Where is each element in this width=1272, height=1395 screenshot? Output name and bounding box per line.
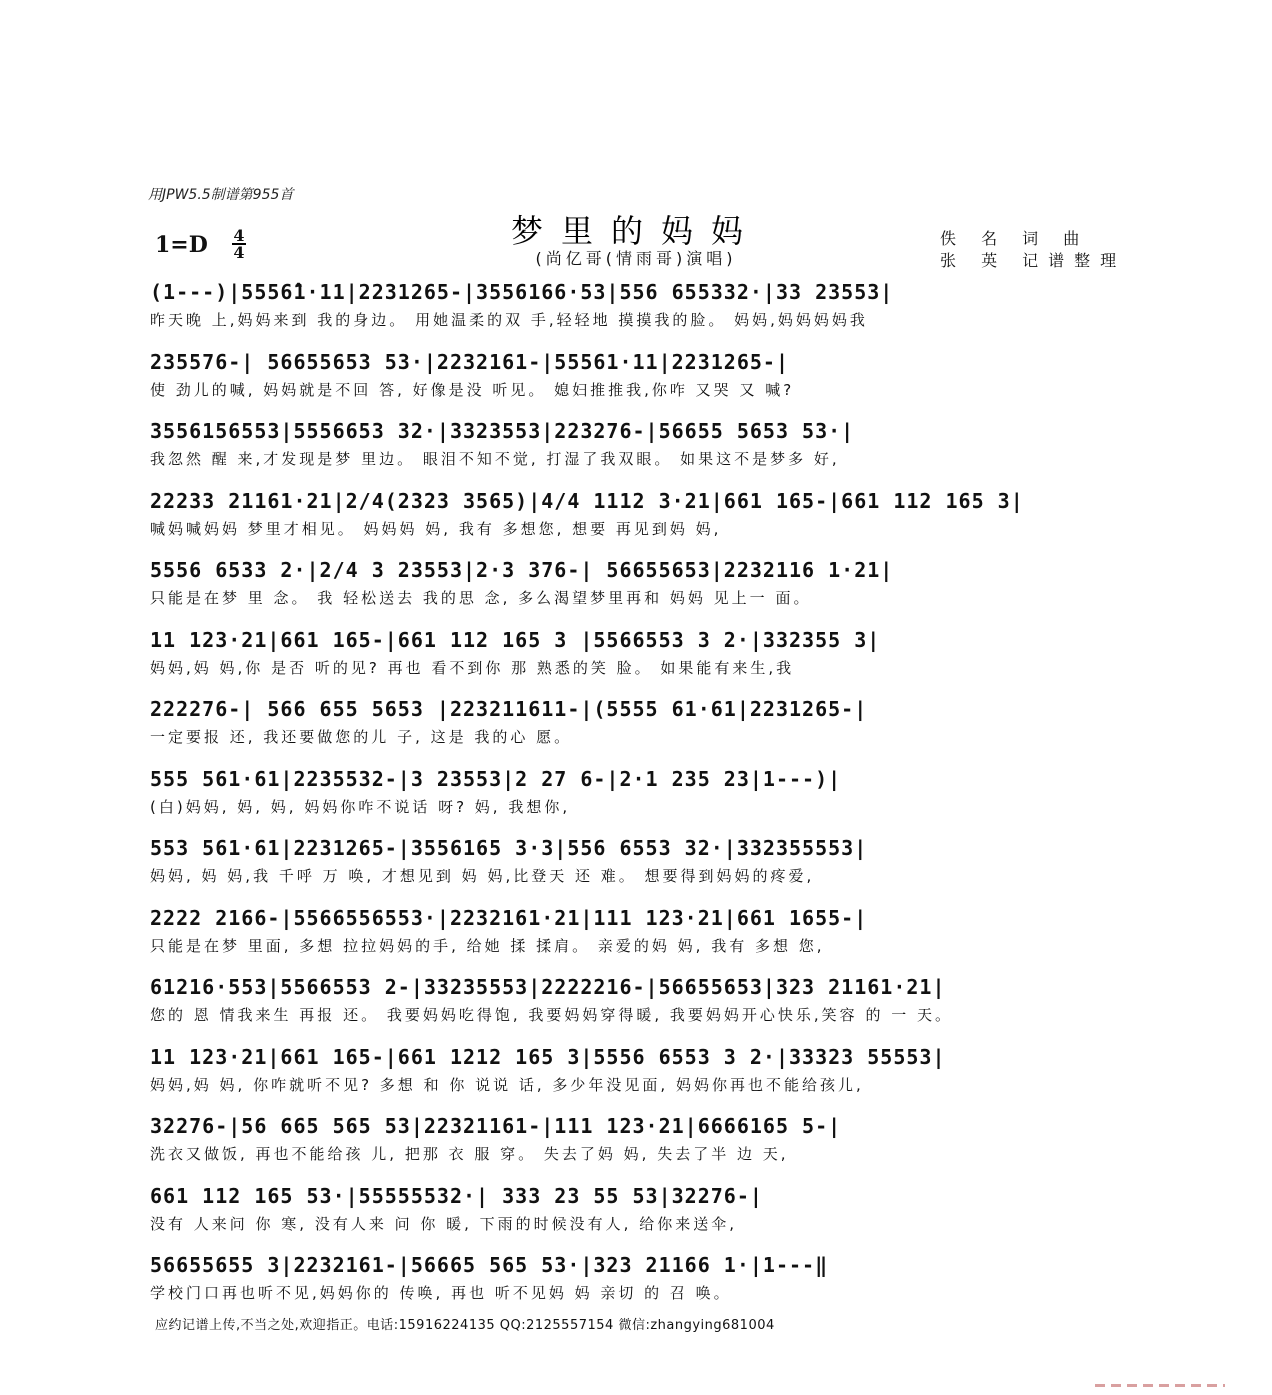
notation-line: 22233 21161·21|2/4(2323 3565)|4/4 1112 3·21|661 165-|661 112 165 3| [150,489,1024,513]
time-bottom: 4 [233,243,245,262]
time-signature [232,228,246,260]
corner-watermark [1095,1384,1225,1387]
lyric-line: 您的 恩 情我来生 再报 还。 我要妈妈吃得饱, 我要妈妈穿得暖, 我要妈妈开心快乐,笑容 的 一 天。 [150,1006,953,1024]
notation-line: 3556156553|5556653 32·|3323553|223276-|56655 5653 53·| [150,419,855,443]
notation-line: (1---)|5556̂1·11|2231265-|3556166·53|556 655332·|33 23553| [150,280,894,304]
lyric-line: 妈妈, 妈 妈,我 千呼 万 唤, 才想见到 妈 妈,比登天 还 难。 想要得到妈妈的疼爱, [150,867,815,885]
notation-line: 235576-| 56655653 53·|2232161-|55561·11|2231265-| [150,350,790,374]
lyric-line: 洗衣又做饭, 再也不能给孩 儿, 把那 衣 服 穿。 失去了妈 妈, 失去了半 边 天, [150,1145,789,1163]
score-line [150,1112,1118,1165]
lyric-line: (白)妈妈, 妈, 妈, 妈妈你咋不说话 呀? 妈, 我想你, [150,798,571,816]
lyric-line: 妈妈,妈 妈, 你咋就听不见? 多想 和 你 说说 话, 多少年没见面, 妈妈你再也不能给孩儿, [150,1076,864,1094]
score-line [150,417,1118,470]
score-line [150,487,1118,540]
score-line [150,973,1118,1026]
score-line [150,904,1118,957]
notation-line: 56655655 3|2232161-|56665 565 53·|323 21166 1·|1---‖ [150,1253,829,1277]
credit-transcriber: 张 英 记谱整理 [940,251,1127,270]
lyric-line: 使 劲儿的喊, 妈妈就是不回 答, 好像是没 听见。 媳妇推推我,你咋 又哭 又 喊? [150,381,795,399]
notation-line: 11 123·21|661 165-|661 1212 165 3|5556 6553 3 2·|33323 55553| [150,1045,946,1069]
lyric-line: 只能是在梦 里 念。 我 轻松送去 我的思 念, 多么渴望梦里再和 妈妈 见上一 面。 [150,589,812,607]
lyric-line: 只能是在梦 里面, 多想 拉拉妈妈的手, 给她 揉 揉肩。 亲爱的妈 妈, 我有 多想 您, [150,937,825,955]
notation-line: 61216·553|5566553 2-|33235553|2222216-|56655653|323 21161·21| [150,975,946,999]
lyric-line: 妈妈,妈 妈,你 是否 听的见? 再也 看不到你 那 熟悉的笑 脸。 如果能有来生,我 [150,659,795,677]
key-signature: 1=D [155,232,208,258]
score-line [150,695,1118,748]
lyric-line: 昨天晚 上,妈妈来到 我的身边。 用她温柔的双 手,轻轻地 摸摸我的脸。 妈妈,妈妈妈妈我 [150,311,868,329]
lyric-line: 没有 人来问 你 寒, 没有人来 问 你 暖, 下雨的时候没有人, 给你来送伞, [150,1215,737,1233]
notation-line: 661 112 165 53·|55555532·| 333 23 55 53|32276-| [150,1184,763,1208]
lyric-line: 一定要报 还, 我还要做您的儿 子, 这是 我的心 愿。 [150,728,573,746]
score-line [150,556,1118,609]
notation-line: 553 561·61|2231265-|3556165 3·3|556 6553 32·|332355553| [150,836,868,860]
lyric-line: 我忽然 醒 来,才发现是梦 里边。 眼泪不知不觉, 打湿了我双眼。 如果这不是梦多 好, [150,450,840,468]
score-line [150,1043,1118,1096]
score-line [150,765,1118,818]
score-line [150,348,1118,401]
notation-line: 5556 6533 2·|2/4 3 23553|2·3 376-| 56655653|2232116 1·21| [150,558,894,582]
time-top: 4 [233,226,245,245]
credit-lyrics-music: 佚 名 词 曲 [940,229,1090,248]
credits [940,228,1126,272]
lyric-line: 学校门口再也听不见,妈妈你的 传唤, 再也 听不见妈 妈 亲切 的 召 唤。 [150,1284,732,1302]
notation-line: 11 123·21|661 165-|661 112 165 3 |5566553 3 2·|332355 3| [150,628,881,652]
software-watermark: 用JPW5.5制谱第955首 [148,187,294,203]
score-line [150,1251,1118,1304]
notation-line: 32276-|56 665 565 53|22321161-|111 123·21|6666165 5-| [150,1114,842,1138]
score-line [150,626,1118,679]
performer-line: (尚亿哥(情雨哥)演唱) [535,249,737,268]
score-line [150,1182,1118,1235]
notation-line: 222276-| 566 655 5653 |223211611-|(5555 61·61|2231265-| [150,697,868,721]
score-line [150,834,1118,887]
song-title: 梦里的妈妈 [510,212,761,250]
lyric-line: 喊妈喊妈妈 梦里才相见。 妈妈妈 妈, 我有 多想您, 想要 再见到妈 妈, [150,520,722,538]
score-line [150,278,1118,331]
footer-contact: 应约记谱上传,不当之处,欢迎指正。电话:15916224135 QQ:2125557154 微信:zhangying681004 [155,1318,775,1333]
notation-line: 2222 2166-|5566556553·|2232161·21|111 123·21|661 1655-| [150,906,868,930]
notation-line: 555 561·61|2235532-|3 23553|2 27 6-|2·1 235 23|1---)| [150,767,842,791]
